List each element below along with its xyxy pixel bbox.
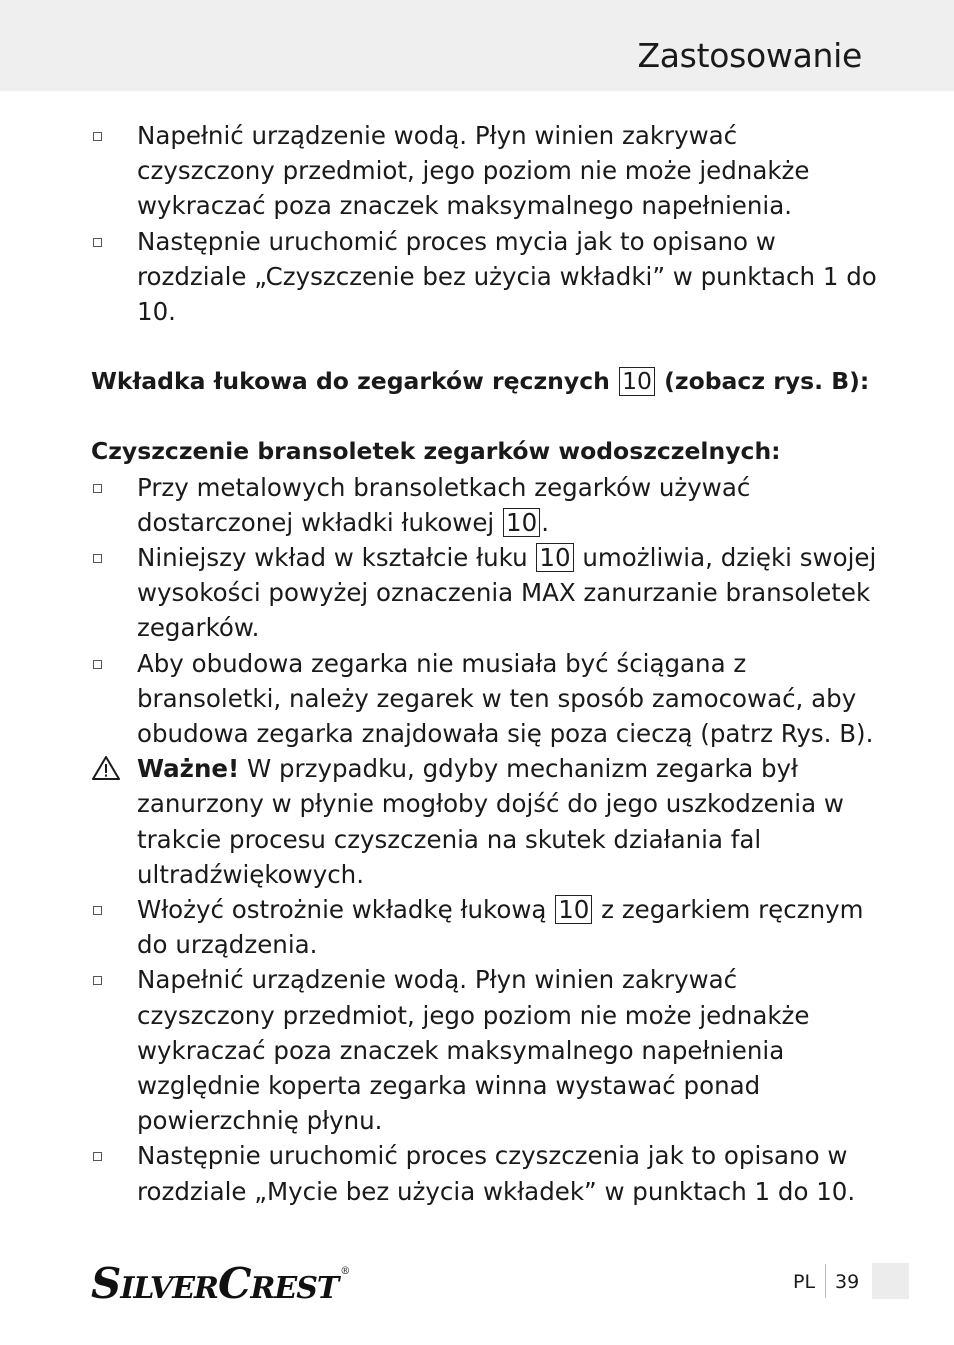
section-heading [91,434,881,469]
list-item-text-suffix: umożliwia, dzięki swojej wysokości powyżej oznaczenia MAX zanurzanie bransoletek zegarków. [137,543,877,643]
list-item-text: Napełnić urządzenie wodą. Płyn winien zakrywać czyszczony przedmiot, jego poziom nie może jednakże wykraczać poza znaczek maksymalnego napełnienia względnie koperta zegarka winna wystawać ponad powierzchnię płynu. [137,965,810,1136]
part-reference: 10 [619,367,655,396]
square-bullet-icon [93,906,102,915]
warning-triangle-icon [91,755,121,781]
page-title: Zastosowanie [637,36,862,75]
list-item-text: Niniejszy wkład w kształcie łuku [137,543,528,573]
list-item [91,224,881,330]
square-bullet-icon [93,554,102,563]
warning-label: Ważne! [137,754,240,784]
list-item-text: Przy metalowych bransoletkach zegarków używać dostarczonej wkładki łukowej [137,472,751,537]
square-bullet-icon [93,1152,102,1161]
part-reference: 10 [536,543,573,572]
list-item [91,470,881,540]
list-item [91,646,881,752]
page-tab-marker [872,1263,909,1299]
section-heading [91,364,881,399]
language-code: PL [793,1271,816,1293]
square-bullet-icon [93,484,102,493]
square-bullet-icon [93,976,102,985]
list-item-text: Następnie uruchomić proces mycia jak to opisano w rozdziale „Czyszczenie bez użycia wkładki” w punktach 1 do 10. [137,226,877,327]
warning-note [91,751,881,892]
page-header [0,0,954,91]
list-item [91,892,881,962]
square-bullet-icon [93,238,102,247]
square-bullet-icon [93,660,102,669]
footer-divider [825,1264,826,1298]
brand-logo: SILVERCREST ® [91,1259,350,1308]
section-heading-text: Wkładka łukowa do zegarków ręcznych [91,367,610,396]
section-heading-text: Czyszczenie bransoletek zegarków wodoszczelnych: [91,437,781,466]
list-item-text: Aby obudowa zegarka nie musiała być ściągana z bransoletki, należy zegarek w ten sposób zamocować, aby obudowa zegarka znajdowała się poza cieczą (patrz Rys. B). [137,648,874,749]
part-reference: 10 [555,895,592,924]
page-number: 39 [835,1271,860,1293]
list-item-text: Następnie uruchomić proces czyszczenia jak to opisano w rozdziale „Mycie bez użycia wkładek” w punktach 1 do 10. [137,1141,856,1206]
list-item [91,118,881,224]
list-item-text: Włożyć ostrożnie wkładkę łukową [137,895,547,925]
section-heading-suffix: (zobacz rys. B): [664,367,870,396]
list-item [91,540,881,646]
square-bullet-icon [93,132,102,141]
part-reference: 10 [503,508,540,537]
page-content [91,118,881,1209]
list-item-text-suffix: . [541,507,550,537]
list-item-text-suffix: z zegarkiem ręcznym do urządzenia. [137,895,864,960]
list-item [91,1138,881,1208]
list-item [91,962,881,1138]
warning-text: W przypadku, gdyby mechanizm zegarka był zanurzony w płynie mogłoby dojść do jego uszkodzenia w trakcie procesu czyszczenia na skutek działania fal ultradźwiękowych. [137,754,844,889]
list-item-text: Napełnić urządzenie wodą. Płyn winien zakrywać czyszczony przedmiot, jego poziom nie może jednakże wykraczać poza znaczek maksymalnego napełnienia. [137,121,810,221]
